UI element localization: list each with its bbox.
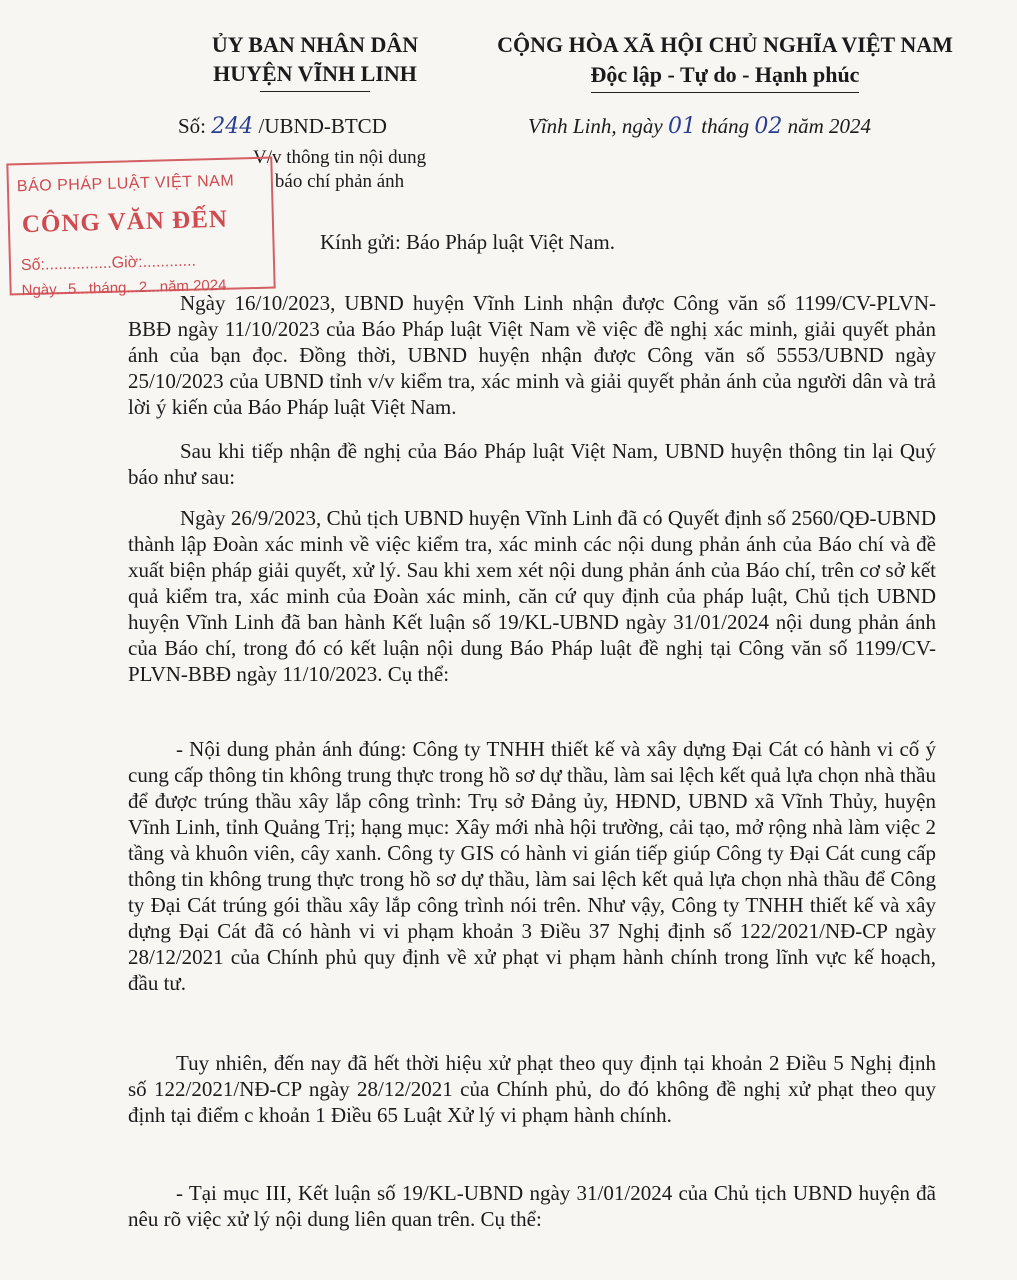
stamp-org: BÁO PHÁP LUẬT VIỆT NAM xyxy=(16,172,235,196)
paragraph-1: Ngày 16/10/2023, UBND huyện Vĩnh Linh nhận được Công văn số 1199/CV-PLVN-BBĐ ngày 11/10/2023 của Báo Pháp luật Việt Nam về việc đề nghị xác minh, giải quyết phản ánh của bạn đọc. Đồng thời, UBND huyện nhận được Công văn số 5553/UBND ngày 25/10/2023 của UBND tỉnh v/v kiểm tra, xác minh và giải quyết phản ánh của người dân và trả lời ý kiến của Báo Pháp luật Việt Nam. xyxy=(128,291,936,419)
doc-number-prefix: Số: xyxy=(178,114,212,138)
header-divider xyxy=(260,91,370,92)
date-line xyxy=(528,114,871,139)
nation-title: CỘNG HÒA XÃ HỘI CHỦ NGHĨA VIỆT NAM xyxy=(497,32,953,57)
document-number xyxy=(178,114,387,139)
stamp-title: CÔNG VĂN ĐẾN xyxy=(21,205,229,239)
issuing-authority xyxy=(150,30,480,92)
stamp-date-line: Ngày...5...tháng...2...năm 2024 xyxy=(21,276,227,300)
paragraph-6: - Tại mục III, Kết luận số 19/KL-UBND ngày 31/01/2024 của Chủ tịch UBND huyện đã nêu rõ việc xử lý nội dung liên quan trên. Cụ thể: xyxy=(128,1181,936,1231)
date-place: Vĩnh Linh, ngày xyxy=(528,114,668,138)
recipient: Kính gửi: Báo Pháp luật Việt Nam. xyxy=(320,230,615,254)
paragraph-2: Sau khi tiếp nhận đề nghị của Báo Pháp luật Việt Nam, UBND huyện thông tin lại Quý báo như sau: xyxy=(128,439,936,489)
date-year: năm 2024 xyxy=(782,114,872,138)
subject-line-2: báo chí phản ánh xyxy=(274,171,405,192)
date-month-label: tháng xyxy=(696,114,755,138)
national-header xyxy=(475,30,975,93)
doc-number-suffix: /UBND-BTCD xyxy=(253,114,387,138)
subject-line xyxy=(253,146,426,194)
paragraph-3: Ngày 26/9/2023, Chủ tịch UBND huyện Vĩnh Linh đã có Quyết định số 2560/QĐ-UBND thành lập Đoàn xác minh về việc kiểm tra, xác minh các nội dung phản ánh của Báo chí và đề xuất biện pháp giải quyết, xử lý. Sau khi xem xét nội dung phản ánh của Báo chí, trên cơ sở kết quả kiểm tra, xác minh của Đoàn xác minh, căn cứ quy định của pháp luật, Chủ tịch UBND huyện Vĩnh Linh đã ban hành Kết luận số 19/KL-UBND ngày 31/01/2024 nội dung phản ánh của Báo chí, trong đó có kết luận nội dung Báo Pháp luật đề nghị tại Công văn số 1199/CV-PLVN-BBĐ ngày 11/10/2023. Cụ thể: xyxy=(128,506,936,686)
stamp-number-line: Số:...............Giờ:............ xyxy=(20,252,197,275)
org-line-1: ỦY BAN NHÂN DÂN xyxy=(211,32,419,57)
date-month: 02 xyxy=(754,114,783,139)
paragraph-4: - Nội dung phản ánh đúng: Công ty TNHH thiết kế và xây dựng Đại Cát có hành vi cố ý cung cấp thông tin không trung thực trong hồ sơ dự thầu, làm sai lệch kết quả lựa chọn nhà thầu để được trúng thầu xây lắp công trình: Trụ sở Đảng ủy, HĐND, UBND xã Vĩnh Thủy, huyện Vĩnh Linh, tỉnh Quảng Trị; hạng mục: Xây mới nhà hội trường, cải tạo, mở rộng nhà làm việc 2 tầng và khuôn viên, cây xanh. Công ty GIS có hành vi gián tiếp giúp Công ty Đại Cát cung cấp thông tin không trung thực trong hồ sơ dự thầu, làm sai lệch kết quả lựa chọn nhà thầu để Công ty Đại Cát trúng gói thầu xây lắp công trình nói trên. Như vậy, Công ty TNHH thiết kế và xây dựng Đại Cát đã có hành vi vi phạm khoản 3 Điều 37 Nghị định số 122/2021/NĐ-CP ngày 28/12/2021 của Chính phủ quy định về xử phạt vi phạm hành chính trong lĩnh vực kế hoạch, đầu tư. xyxy=(128,737,936,995)
paragraph-5: Tuy nhiên, đến nay đã hết thời hiệu xử phạt theo quy định tại khoản 2 Điều 5 Nghị định số 122/2021/NĐ-CP ngày 28/12/2021 của Chính phủ, do đó không đề nghị xử phạt theo quy định tại điểm c khoản 1 Điều 65 Luật Xử lý vi phạm hành chính. xyxy=(128,1051,936,1127)
subject-line-1: V/v thông tin nội dung xyxy=(253,147,427,168)
doc-number-handwritten: 244 xyxy=(211,114,254,139)
org-line-2: HUYỆN VĨNH LINH xyxy=(213,61,417,86)
received-stamp xyxy=(6,157,275,300)
motto: Độc lập - Tự do - Hạnh phúc xyxy=(591,60,860,93)
date-day: 01 xyxy=(668,114,696,139)
